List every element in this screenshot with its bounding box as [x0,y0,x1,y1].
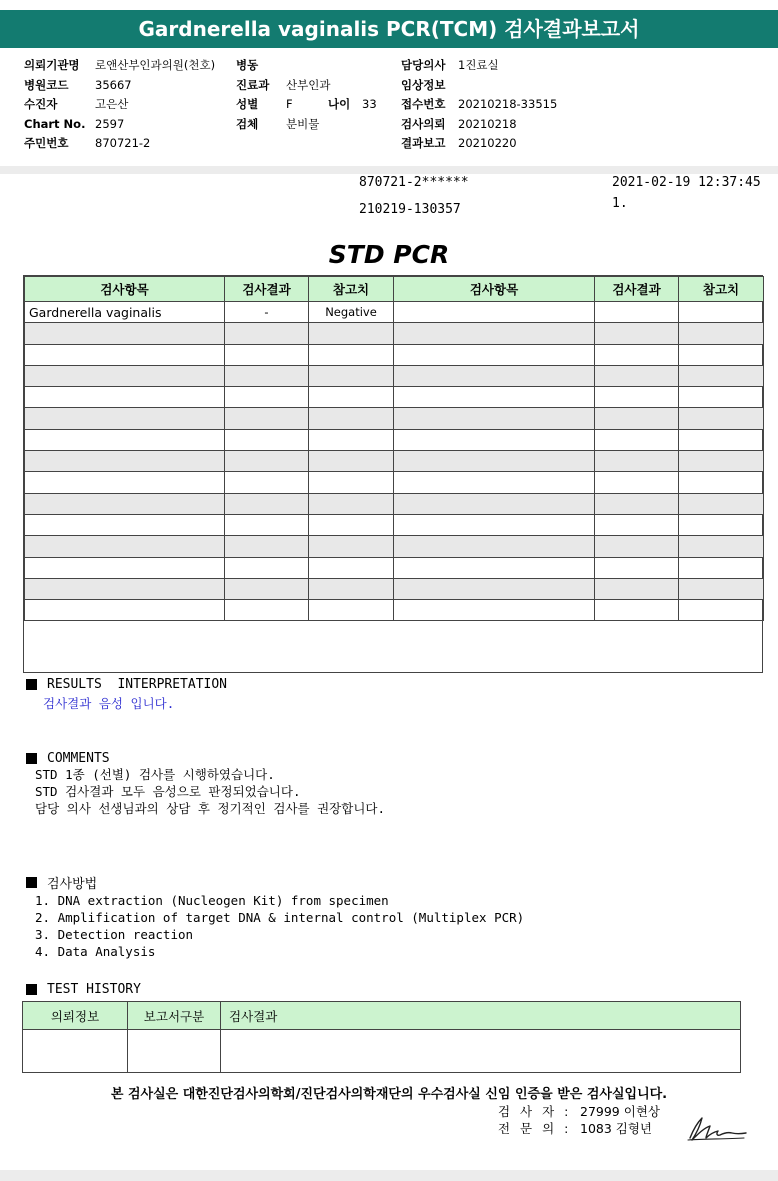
doctor-label: 전 문 의 : [498,1121,572,1136]
reference-value [679,302,764,323]
history-table [22,1001,741,1073]
table-row [23,1030,741,1073]
section-heading: 검사방법 [47,877,98,892]
footer-bar [0,1170,778,1181]
field-label: 임상정보 [401,77,446,92]
field-label: 진료과 [236,77,270,92]
field-value: 1진료실 [458,58,499,72]
field-label: 병원코드 [24,77,69,92]
bullet-square-icon [26,984,37,995]
reference-value: Negative [309,302,394,323]
tester-label: 검 사 자 : [498,1104,572,1119]
print-datetime: 2021-02-19 12:37:45 [612,175,761,190]
method-body [26,892,524,960]
table-row [25,408,764,429]
masked-id: 870721-2****** [359,175,469,190]
field-label: 의뢰기관명 [24,58,80,72]
section-heading: COMMENTS [47,751,110,766]
table-row [25,578,764,599]
field-value: 로앤산부인과의원(천호) [95,58,216,72]
table-row [25,323,764,344]
column-header: 검사항목 [25,277,225,302]
column-header: 검사항목 [394,277,595,302]
field-value: 35667 [95,77,132,92]
table-row [25,365,764,386]
column-header: 참고치 [309,277,394,302]
page-number: 1. [612,196,628,211]
field-label: 접수번호 [401,97,446,111]
tester-value: 27999 이현상 [580,1104,660,1119]
bullet-square-icon [26,877,37,888]
bullet-square-icon [26,679,37,690]
method-line: 3. Detection reaction [35,927,194,942]
method-line: 4. Data Analysis [35,944,156,959]
column-header: 참고치 [679,277,764,302]
test-result: - [225,302,309,323]
comment-line: STD 검사결과 모두 음성으로 판정되었습니다. [35,784,301,799]
section-heading: RESULTS INTERPRETATION [47,677,228,692]
method-line: 1. DNA extraction (Nucleogen Kit) from specimen [35,893,389,908]
results-table [24,276,764,621]
report-title: Gardnerella vaginalis PCR(TCM) 검사결과보고서 [0,10,778,48]
interpretation-text: 검사결과 음성 입니다. [43,696,175,711]
field-value: 20210220 [458,136,517,150]
table-row [25,344,764,365]
age-label: 나이 [328,97,351,111]
field-label: Chart No. [24,116,86,131]
method-line: 2. Amplification of target DNA & internal control (Multiplex PCR) [35,910,525,925]
column-header: 검사결과 [225,277,309,302]
field-value: 20210218-33515 [458,97,558,111]
table-row [25,472,764,493]
field-value: 870721-2 [95,136,151,150]
bullet-square-icon [26,753,37,764]
results-header-row [25,277,764,302]
table-row [25,302,764,323]
certification-note: 본 검사실은 대한진단검사의학회/진단검사의학재단의 우수검사실 신임 인증을 받은 검사실입니다. [110,1087,668,1102]
comments-section [26,751,385,817]
test-item [394,302,595,323]
field-label: 성별 [236,97,259,111]
column-header: 의뢰정보 [23,1002,128,1030]
field-value: 20210218 [458,116,517,131]
signature-image [684,1112,750,1146]
field-label: 주민번호 [24,136,69,150]
table-row [25,514,764,535]
interpretation-section [26,677,227,712]
field-label: 수진자 [24,97,58,111]
patient-info-col2 [236,56,377,134]
field-value: 고은산 [95,97,129,111]
table-row [25,429,764,450]
field-value: F [286,97,293,111]
table-row [25,536,764,557]
tester-line [498,1102,660,1120]
history-header-row [23,1002,741,1030]
test-item: Gardnerella vaginalis [25,302,225,323]
section-title: STD PCR [328,240,450,269]
comment-line: 담당 의사 선생님과의 상담 후 정기적인 검사를 권장합니다. [35,801,386,816]
table-row [25,493,764,514]
header-divider [0,166,778,174]
field-label: 검체 [236,116,259,131]
field-label: 결과보고 [401,136,446,150]
test-result [595,302,679,323]
field-value: 분비물 [286,116,320,131]
table-row [25,451,764,472]
table-row [25,387,764,408]
column-header: 검사결과 [221,1002,741,1030]
field-value: 2597 [95,116,125,131]
table-row [25,557,764,578]
age-value: 33 [362,97,377,111]
doctor-line [498,1119,652,1137]
column-header: 보고서구분 [128,1002,221,1030]
method-section [26,873,524,960]
field-value: 산부인과 [286,77,331,92]
section-heading: TEST HISTORY [47,982,141,997]
patient-info-col3 [401,56,557,154]
results-box [23,275,763,673]
patient-info-col1 [24,56,215,154]
column-header: 검사결과 [595,277,679,302]
history-section [26,982,141,997]
barcode-number: 210219-130357 [359,202,461,217]
table-row [25,600,764,621]
field-label: 검사의뢰 [401,116,446,131]
doctor-value: 1083 김형년 [580,1121,653,1136]
field-label: 담당의사 [401,58,446,72]
comment-line: STD 1종 (선별) 검사를 시행하였습니다. [35,767,275,782]
comments-body [26,766,385,817]
field-label: 병동 [236,58,259,72]
